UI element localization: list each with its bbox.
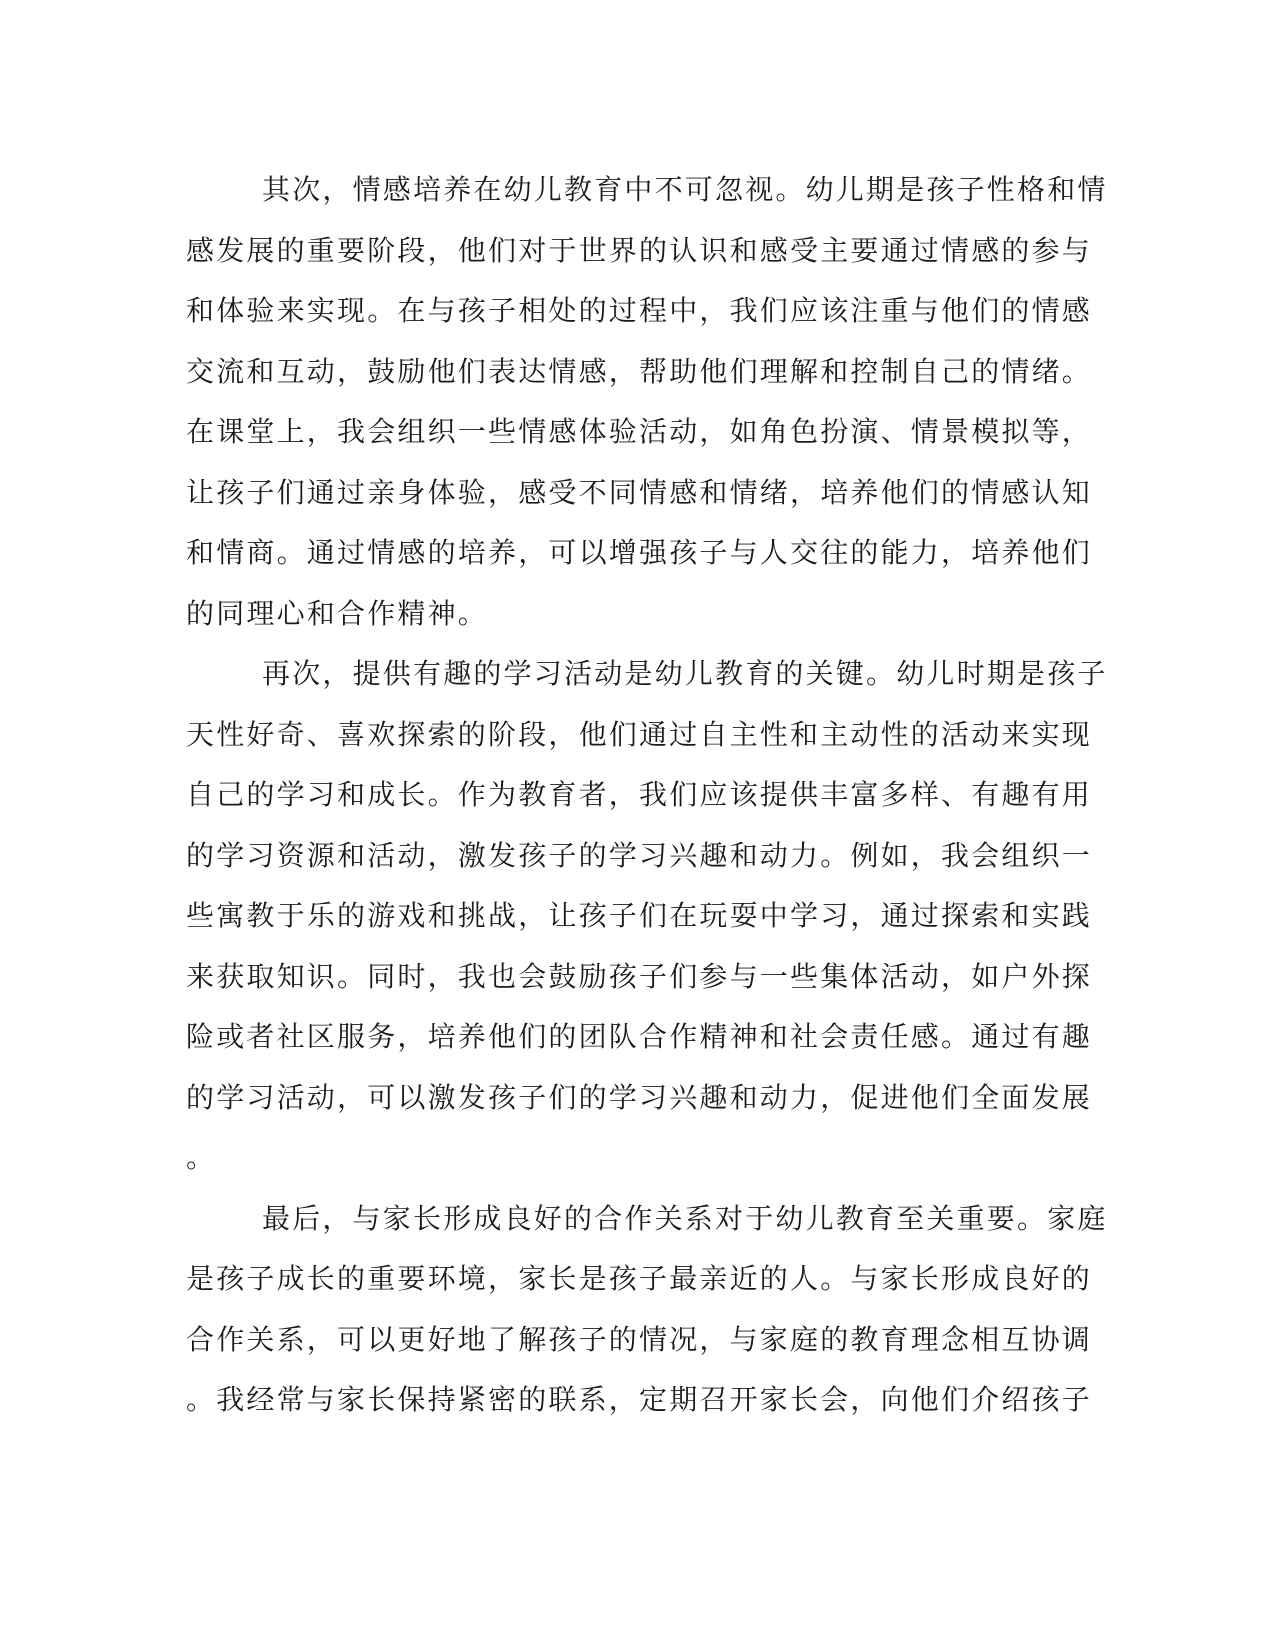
document-body xyxy=(186,160,1108,1431)
text-line: 让孩子们通过亲身体验，感受不同情感和情绪，培养他们的情感认知 xyxy=(186,475,1093,509)
text-line: 在课堂上，我会组织一些情感体验活动，如角色扮演、情景模拟等， xyxy=(186,415,1093,448)
text-line: 是孩子成长的重要环境，家长是孩子最亲近的人。与家长形成良好的 xyxy=(186,1262,1093,1295)
text-line: 和情商。通过情感的培养，可以增强孩子与人交往的能力，培养他们 xyxy=(186,536,1093,569)
text-line: 些寓教于乐的游戏和挑战，让孩子们在玩耍中学习，通过探索和实践 xyxy=(186,899,1093,932)
paragraph-learning-activities xyxy=(186,644,1108,1189)
text-line: 最后，与家长形成良好的合作关系对于幼儿教育至关重要。家庭 xyxy=(262,1201,1108,1235)
text-line: 。我经常与家长保持紧密的联系，定期召开家长会，向他们介绍孩子 xyxy=(186,1383,1093,1416)
paragraph-parent-cooperation xyxy=(186,1189,1108,1431)
text-line: 再次，提供有趣的学习活动是幼儿教育的关键。幼儿时期是孩子 xyxy=(262,657,1108,690)
text-line: 来获取知识。同时，我也会鼓励孩子们参与一些集体活动，如户外探 xyxy=(186,959,1093,993)
text-line: 合作关系，可以更好地了解孩子的情况，与家庭的教育理念相互协调 xyxy=(186,1322,1093,1356)
text-line: 自己的学习和成长。作为教育者，我们应该提供丰富多样、有趣有用 xyxy=(186,778,1093,811)
text-line: 的学习资源和活动，激发孩子的学习兴趣和动力。例如，我会组织一 xyxy=(186,838,1093,872)
text-line: 天性好奇、喜欢探索的阶段，他们通过自主性和主动性的活动来实现 xyxy=(186,717,1093,751)
text-line: 和体验来实现。在与孩子相处的过程中，我们应该注重与他们的情感 xyxy=(186,294,1093,327)
text-line: 感发展的重要阶段，他们对于世界的认识和感受主要通过情感的参与 xyxy=(186,233,1093,267)
text-line: 交流和互动，鼓励他们表达情感，帮助他们理解和控制自己的情绪。 xyxy=(186,354,1093,388)
text-line: 险或者社区服务，培养他们的团队合作精神和社会责任感。通过有趣 xyxy=(186,1020,1093,1053)
text-line: 。 xyxy=(186,1141,217,1174)
paragraph-emotional-education xyxy=(186,160,1108,644)
text-line: 的学习活动，可以激发孩子们的学习兴趣和动力，促进他们全面发展 xyxy=(186,1080,1093,1114)
text-line: 的同理心和合作精神。 xyxy=(186,596,489,630)
text-line: 其次，情感培养在幼儿教育中不可忽视。幼儿期是孩子性格和情 xyxy=(262,173,1108,206)
